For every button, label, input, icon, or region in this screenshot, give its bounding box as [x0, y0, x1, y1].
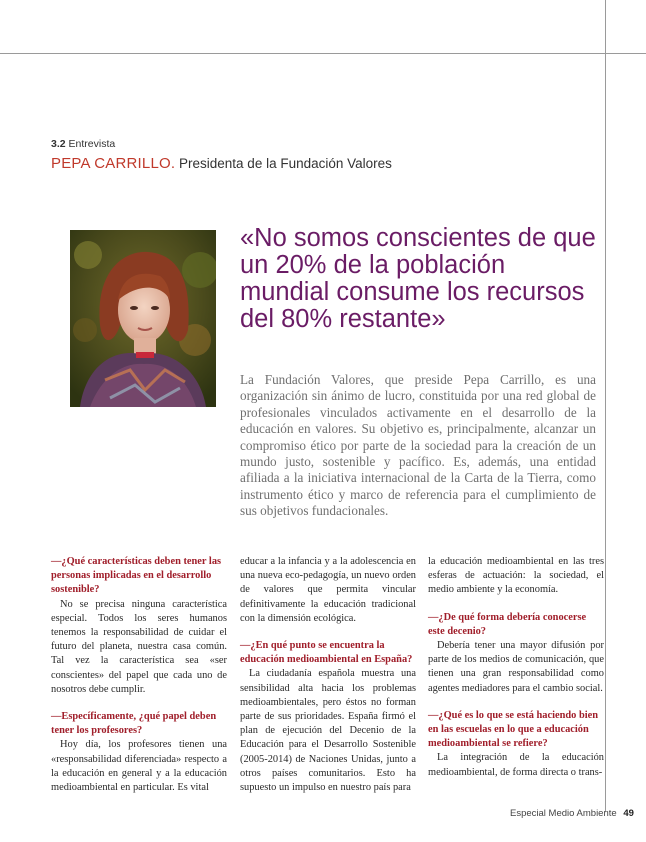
publication-title: Especial Medio Ambiente: [510, 808, 617, 819]
section-number: 3.2: [51, 138, 66, 150]
name-period: .: [170, 155, 176, 172]
intro-paragraph: La Fundación Valores, que preside Pepa Carrillo, es una organización sin ánimo de lucro, constituida por una red global de profesionales vinculados activamente en el desarrollo de la educación en valores. Su objetivo es, principalmente, alcanzar un compromiso ético por parte de la sociedad para la creación de un mundo justo, sostenible y pacífico. Es, además, una entidad afiliada a la iniciativa internacional de la Carta de la Tierra, como instrumento ético y marco de referencia para el cumplimiento de sus objetivos fundacionales.: [240, 372, 596, 519]
question-2: —Específicamente, ¿qué papel deben tener los profesores?: [51, 711, 217, 737]
question-5: —¿Qué es lo que se está haciendo bien en las escuelas en lo que a educación medioambiental se refiere?: [428, 709, 599, 750]
article-column-2: [240, 555, 416, 795]
answer-5: La integración de la educación medioambiental, de forma directa o trans-: [428, 752, 604, 778]
headline-quote: «No somos conscientes de que un 20% de la población mundial consume los recursos del 80% restante»: [240, 224, 596, 333]
answer-2: Hoy día, los profesores tienen una «responsabilidad diferenciada» respecto a la educación en general y a la educación medioambiental en particular. Es vital: [51, 739, 227, 794]
answer-4: Debería tener una mayor difusión por parte de los medios de comunicación, que tienen una gran responsabilidad como agentes mediadores para el cambio social.: [428, 640, 604, 694]
answer-3-continued: la educación medioambiental en las tres esferas de actuación: la sociedad, el medio ambiente y la economía.: [428, 556, 604, 596]
answer-3: La ciudadanía española muestra una sensibilidad alta hacia los problemas medioambientales, pero éstos no forman parte de sus prioridades. España firmó el plan de ejecución del Decenio de la Educación para el Desarrollo Sostenible (2005-2014) de Naciones Unidas, junto a otros países comunitarios. Esto ha supuesto un impulso en nuestro país para: [240, 668, 416, 794]
article-column-3: [428, 555, 604, 780]
section-label: Entrevista: [68, 138, 116, 150]
page-number: 49: [623, 808, 634, 819]
question-3: —¿En qué punto se encuentra la educación medioambiental en España?: [240, 640, 413, 666]
person-role: Presidenta de la Fundación Valores: [179, 156, 392, 171]
top-rule: [0, 53, 646, 54]
side-rule: [605, 0, 606, 812]
portrait-illustration: [70, 230, 216, 407]
section-tag: [51, 138, 115, 150]
question-1: —¿Qué características deben tener las personas implicadas en el desarrollo sostenible?: [51, 556, 222, 596]
person-name: PEPA CARRILLO: [51, 155, 171, 172]
byline: [51, 155, 392, 172]
answer-2-continued: educar a la infancia y a la adolescencia en una nueva eco-pedagogía, un nuevo orden de valores que permita vincular definitivamente la educación tradicional con la dimensión ecológica.: [240, 556, 416, 624]
portrait-photo: [70, 230, 216, 407]
answer-1: No se precisa ninguna característica especial. Todos los seres humanos tenemos la responsabilidad de cuidar el futuro del planeta, nuestra casa común. Tal vez la característica sea «ser conscientes» del papel que cada uno de nosotros debe cumplir.: [51, 598, 227, 695]
article-column-1: [51, 555, 227, 795]
question-4: —¿De qué forma debería conocerse este decenio?: [428, 611, 587, 637]
page-footer: [510, 808, 634, 819]
